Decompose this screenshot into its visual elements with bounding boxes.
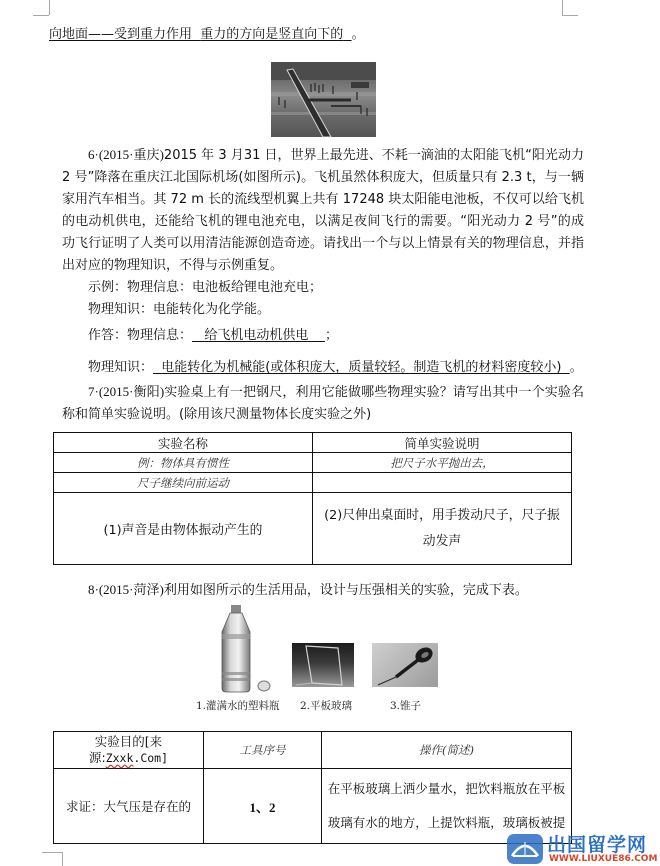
question-7: [62, 381, 584, 426]
solar-plane-photo: [271, 62, 376, 137]
table-header-row: [54, 732, 572, 769]
watermark-emblem-icon: [505, 832, 545, 866]
cell-description: [313, 473, 572, 493]
awl-figure: [372, 643, 438, 687]
watermark-title: 出国留学网: [547, 834, 648, 856]
header-experiment-name: 实验名称: [54, 433, 313, 453]
corner-mark-top-left: [49, 0, 50, 15]
cell-description: 把尺子水平抛出去，: [313, 453, 572, 473]
question-number: 6·: [88, 147, 99, 162]
answer-knowledge-line: 物理知识： 电能转化为机械能(或体积庞大，质量较轻。制造飞机的材料密度较小) 。: [88, 360, 583, 375]
header-tools: 工具序号: [204, 732, 322, 769]
header-experiment-description: 简单实验说明: [313, 433, 572, 453]
watermark-url: WWW.LIUXUE86.COM: [549, 854, 658, 864]
experiment-table: [53, 432, 572, 565]
source-link[interactable]: Zxxk: [105, 751, 134, 765]
header-operation: 操作(简述): [322, 732, 572, 769]
answer-info-line: 作答：物理信息： 给飞机电动机供电 ；: [88, 328, 338, 343]
question-source: (2015·重庆): [98, 147, 164, 162]
pressure-experiment-table: [53, 731, 572, 844]
plastic-bottle-figure: [218, 604, 278, 694]
corner-mark-bottom-left: [62, 852, 63, 866]
cell-name: 尺子继续向前运动: [54, 473, 313, 493]
question-text: 2015 年 3 月31 日，世界上最先进、不耗一滴油的太阳能飞机“阳光动力 2 号”降落在重庆江北国际机场(如图所示)。飞机虽然体积庞大，但质量只有 2.3 t，与一辆家用汽车相当。其 72 m 长的流线型机翼上共有 17248 块太阳能电池板，不仅可以给飞机的电动机供电，还能给飞机的锂电池充电，以满足夜间飞行的需要。“阳光动力 2 号”的成功飞行证明了人类可以用清洁能源创造奇迹。请找出一个与以上情景有关的物理信息，并指出对应的物理知识，不得与示例重复。: [62, 148, 584, 273]
answer-info: 给飞机电动机供电: [204, 328, 309, 343]
question-text: 实验桌上有一把钢尺，利用它能做哪些物理实验？请写出其中一个实验名称和简单实验说明。(除用该尺测量物体长度实验之外): [62, 385, 584, 422]
answer-underline-1: 向地面——受到重力作用: [49, 27, 193, 42]
header-purpose: 实验目的[来 源:Zxxk.Com]: [54, 732, 204, 769]
cell-purpose: 求证：大气压是存在的: [54, 769, 204, 844]
table-row: [54, 473, 572, 493]
corner-mark-bottom-left-h: [42, 852, 62, 853]
question-number: 7·: [88, 384, 99, 399]
corner-mark-top-right-h: [562, 15, 578, 16]
glass-plate-figure: [292, 643, 354, 687]
corner-mark-top-right: [562, 0, 563, 15]
question-number: 8·: [88, 582, 99, 597]
answer-knowledge: 电能转化为机械能(或体积庞大，质量较轻。制造飞机的材料密度较小): [161, 360, 562, 375]
figure-caption-3: 3.锥子: [390, 700, 422, 712]
continuation-line: 向地面——受到重力作用 重力的方向是竖直向下的 。: [49, 27, 365, 42]
figure-caption-2: 2.平板玻璃: [300, 700, 353, 712]
bottle-drawing: [218, 604, 278, 694]
question-text: 利用如图所示的生活用品，设计与压强相关的实验，完成下表。: [163, 583, 528, 598]
figure-caption-1: 1.灌满水的塑料瓶: [196, 700, 280, 712]
corner-mark-top-left-h: [33, 15, 49, 16]
awl-drawing: [372, 643, 438, 687]
example-info: 示例：物理信息：电池板给锂电池充电；: [88, 280, 323, 295]
watermark-logo: [505, 832, 660, 866]
question-8: [88, 581, 528, 600]
question-6: [62, 144, 584, 277]
table-row: [54, 493, 572, 565]
cell-name: (1)声音是由物体振动产生的: [54, 493, 313, 565]
example-knowledge: 物理知识：电能转化为化学能。: [88, 302, 271, 317]
table-row: [54, 769, 572, 844]
question-source: (2015·衡阳): [98, 384, 165, 399]
questions-6-7: [62, 144, 584, 426]
glass-plate-drawing: [292, 643, 354, 687]
cell-operation: 在平板玻璃上洒少量水，把饮料瓶放在平板 玻璃有水的地方，上提饮料瓶，玻璃板被提: [322, 769, 572, 844]
table-header-row: [54, 433, 572, 453]
answer-underline-2: 重力的方向是竖直向下的: [200, 27, 344, 42]
solar-plane-drawing: [271, 62, 376, 137]
cell-tools: 1、2: [204, 769, 322, 844]
cell-description: (2)尺伸出桌面时，用手拨动尺子，尺子振动发声: [313, 493, 572, 565]
table-row: [54, 453, 572, 473]
question-source: (2015·菏泽): [98, 582, 164, 597]
cell-name: 例：物体具有惯性: [54, 453, 313, 473]
